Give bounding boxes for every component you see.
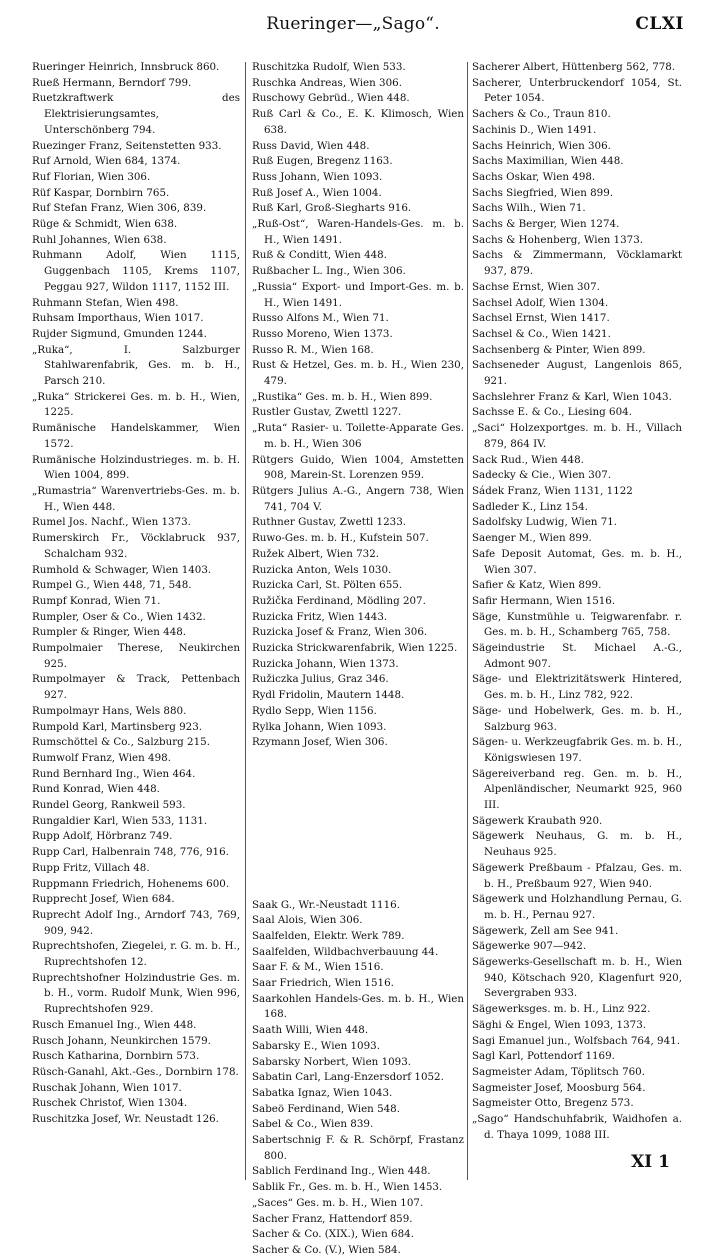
directory-entry: Sacher & Co. (XIX.), Wien 684. (252, 1228, 414, 1241)
directory-entry: Sägewerk und Holzhandlung Pernau, G. m. b. H., Pernau 927. (472, 893, 682, 921)
directory-entry: Rumpolmayr Hans, Wels 880. (32, 704, 187, 717)
directory-entry: Ruprecht Adolf Ing., Arndorf 743, 769, 909, 942. (32, 908, 240, 937)
directory-entry: Ruf Arnold, Wien 684, 1374. (32, 155, 181, 168)
directory-entry: Sachs & Berger, Wien 1274. (472, 218, 620, 231)
directory-entry: Sachse Ernst, Wien 307. (472, 280, 600, 293)
directory-entry: Ruhmann Stefan, Wien 498. (32, 296, 179, 309)
directory-entry: Rumwolf Franz, Wien 498. (32, 751, 171, 764)
directory-entry: Ruhl Johannes, Wien 638. (32, 233, 167, 246)
directory-entry: Rütgers Julius A.-G., Angern 738, Wien 741, 704 V. (252, 484, 464, 513)
directory-entry: Rüge & Schmidt, Wien 638. (32, 218, 178, 231)
directory-entry: Rust & Hetzel, Ges. m. b. H., Wien 230, 479. (252, 359, 464, 388)
directory-entry: Rusch Johann, Neunkirchen 1579. (32, 1034, 211, 1047)
directory-entry: Säge, Kunstmühle u. Teigwarenfabr. r. Ges. m. b. H., Schamberg 765, 758. (472, 610, 682, 639)
directory-entry: Sabertschnig F. & R. Schörpf, Frastanz 800. (252, 1134, 464, 1162)
directory-entry: Safier & Katz, Wien 899. (472, 579, 602, 592)
directory-entry: Sägewerks-Gesellschaft m. b. H., Wien 940, Kötschach 920, Klagenfurt 920, Severgraben 933. (472, 956, 682, 1000)
directory-entry: Rüsch-Ganahl, Akt.-Ges., Dornbirn 178. (32, 1066, 239, 1078)
directory-entry: Ruhmann Adolf, Wien 1115, Guggenbach 1105, Krems 1107, Peggau 927, Wildon 1117, 1152 III. (32, 249, 240, 293)
directory-entry: Sabarsky Norbert, Wien 1093. (252, 1055, 412, 1068)
directory-entry: Ruß & Conditt, Wien 448. (252, 249, 388, 262)
directory-entry: Ruzicka Strickwarenfabrik, Wien 1225. (252, 642, 458, 655)
directory-entry: Rund Konrad, Wien 448. (32, 783, 160, 796)
directory-entry: „Saces“ Ges. m. b. H., Wien 107. (252, 1196, 424, 1209)
directory-entry: Sacher & Co. (V.), Wien 584. (252, 1244, 401, 1256)
directory-entry: Sägewerksges. m. b. H., Linz 922. (472, 1003, 651, 1016)
column-rule-2 (467, 62, 468, 1180)
directory-entry: Russo R. M., Wien 168. (252, 343, 374, 356)
directory-entry: Ruschowy Gebrüd., Wien 448. (252, 92, 410, 105)
directory-entry: Rupp Adolf, Hörbranz 749. (32, 830, 173, 843)
directory-entry: Rydl Fridolin, Mautern 1448. (252, 689, 405, 702)
directory-entry: Rungaldier Karl, Wien 533, 1131. (32, 814, 208, 827)
directory-entry: Ruthner Gustav, Zwettl 1233. (252, 516, 407, 529)
directory-entry: Sägewerk, Zell am See 941. (472, 924, 619, 937)
directory-column-3 (472, 60, 682, 1180)
directory-entry: Saath Willi, Wien 448. (252, 1024, 369, 1037)
directory-entry: Sachers & Co., Traun 810. (472, 108, 611, 121)
directory-entry: Ruzicka Johann, Wien 1373. (252, 657, 399, 670)
directory-entry: Rylka Johann, Wien 1093. (252, 720, 387, 733)
directory-entry: Säge- und Hobelwerk, Ges. m. b. H., Salzburg 963. (472, 704, 682, 733)
directory-entry: Sachs Wilh., Wien 71. (472, 202, 586, 215)
directory-entry: „Ruß-Ost“, Waren-Handels-Ges. m. b. H., Wien 1491. (252, 218, 464, 246)
directory-entry: Sägewerk Preßbaum - Pfalzau, Ges. m. b. H., Preßbaum 927, Wien 940. (472, 861, 682, 890)
directory-entry: Rydlo Sepp, Wien 1156. (252, 704, 377, 717)
directory-entry: Ruschek Christof, Wien 1304. (32, 1097, 188, 1110)
directory-entry: Sádek Franz, Wien 1131, 1122 (472, 484, 633, 497)
directory-entry: Sagmeister Otto, Bregenz 573. (472, 1097, 634, 1110)
directory-entry: Rustler Gustav, Zwettl 1227. (252, 406, 402, 419)
directory-entry: „Russia“ Export- und Import-Ges. m. b. H., Wien 1491. (252, 280, 464, 309)
directory-entry: Rundel Georg, Rankweil 593. (32, 799, 186, 812)
directory-entry: Sachseneder August, Langenlois 865, 921. (472, 359, 682, 388)
directory-entry: Ruschitzka Rudolf, Wien 533. (252, 61, 406, 73)
directory-entry: Ruß Josef A., Wien 1004. (252, 186, 382, 199)
directory-entry: Rütgers Guido, Wien 1004, Amstetten 908, Marein-St. Lorenzen 959. (252, 453, 464, 482)
directory-entry: Ruß Eugen, Bregenz 1163. (252, 155, 393, 168)
directory-entry: Rupprecht Josef, Wien 684. (32, 893, 175, 906)
directory-entry: Russo Moreno, Wien 1373. (252, 327, 393, 340)
directory-entry: Rund Bernhard Ing., Wien 464. (32, 767, 196, 780)
directory-entry: Sachsel & Co., Wien 1421. (472, 327, 611, 340)
directory-entry: Saar F. & M., Wien 1516. (252, 961, 384, 974)
directory-entry: Sabatka Ignaz, Wien 1043. (252, 1086, 393, 1099)
directory-entry: Sachsel Adolf, Wien 1304. (472, 296, 609, 309)
directory-column-1 (32, 60, 240, 1180)
directory-entry: Sägewerke 907—942. (472, 940, 587, 953)
directory-entry: Sägereiverband reg. Gen. m. b. H., Alpenländischer, Neumarkt 925, 960 III. (472, 767, 682, 812)
directory-entry: Sabeö Ferdinand, Wien 548. (252, 1102, 400, 1115)
directory-entry: Sagi Emanuel jun., Wolfsbach 764, 941. (472, 1034, 680, 1047)
directory-entry: Ruf Florian, Wien 306. (32, 170, 151, 183)
directory-entry: Saalfelden, Elektr. Werk 789. (252, 929, 405, 942)
directory-entry: Ruf Stefan Franz, Wien 306, 839. (32, 202, 207, 215)
directory-entry: „Rustika“ Ges. m. b. H., Wien 899. (252, 390, 433, 403)
directory-entry: Rupp Fritz, Villach 48. (32, 861, 150, 874)
directory-entry: Ruezinger Franz, Seitenstetten 933. (32, 139, 222, 152)
directory-entry: Russ Johann, Wien 1093. (252, 170, 383, 183)
directory-entry: Sagmeister Adam, Töplitsch 760. (472, 1066, 645, 1078)
directory-entry: Säge- und Elektrizitätswerk Hintered, Ges. m. b. H., Linz 782, 922. (472, 673, 682, 702)
directory-entry: Russo Alfons M., Wien 71. (252, 312, 389, 325)
directory-entry: Sablik Fr., Ges. m. b. H., Wien 1453. (252, 1181, 443, 1194)
directory-entry: Ruprechtshofner Holzindustrie Ges. m. b. H., vorm. Rudolf Munk, Wien 996, Ruprechtshofen 929. (32, 971, 240, 1016)
directory-entry: Sabatin Carl, Lang-Enzersdorf 1052. (252, 1071, 444, 1084)
directory-entry: Rumpolmayer & Track, Pettenbach 927. (32, 673, 240, 702)
directory-entry: Sablich Ferdinand Ing., Wien 448. (252, 1165, 431, 1178)
directory-entry: „Ruta“ Rasier- u. Toilette-Apparate Ges. m. b. H., Wien 306 (252, 422, 464, 450)
directory-entry: Rumerskirch Fr., Vöcklabruck 937, Schalcham 932. (32, 532, 240, 560)
directory-entry: Ruppmann Friedrich, Hohenems 600. (32, 877, 230, 890)
directory-entry: Ruschka Andreas, Wien 306. (252, 76, 402, 89)
directory-entry: Sachs Maximilian, Wien 448. (472, 155, 624, 168)
directory-entry: Sacherer Albert, Hüttenberg 562, 778. (472, 61, 676, 73)
directory-entry: Sachs & Hohenberg, Wien 1373. (472, 233, 644, 246)
directory-entry: Sacher Franz, Hattendorf 859. (252, 1212, 413, 1225)
directory-entry: Saar Friedrich, Wien 1516. (252, 977, 394, 990)
directory-entry: Ružek Albert, Wien 732. (252, 547, 380, 560)
directory-entry: Russ David, Wien 448. (252, 139, 370, 152)
directory-entry: Sachsenberg & Pinter, Wien 899. (472, 343, 646, 356)
directory-entry: Rupp Carl, Halbenrain 748, 776, 916. (32, 846, 229, 859)
directory-entry: Safe Deposit Automat, Ges. m. b. H., Wien 307. (472, 547, 682, 576)
directory-entry: Rueringer Heinrich, Innsbruck 860. (32, 61, 220, 73)
directory-entry: „Rumastria“ Warenvertriebs-Ges. m. b. H., Wien 448. (32, 484, 240, 513)
directory-entry: Sachs & Zimmermann, Vöcklamarkt 937, 879. (472, 249, 682, 278)
directory-entry: Rumpold Karl, Martinsberg 923. (32, 720, 203, 733)
page-number: CLXI (635, 14, 684, 34)
directory-entry: Ružička Ferdinand, Mödling 207. (252, 594, 426, 607)
directory-entry: Sachsel Ernst, Wien 1417. (472, 312, 610, 325)
directory-entry: Rumschöttel & Co., Salzburg 215. (32, 736, 210, 749)
directory-entry: Ruzicka Fritz, Wien 1443. (252, 610, 388, 623)
directory-entry: Ruß Carl & Co., E. K. Klimosch, Wien 638. (252, 108, 464, 136)
directory-entry: Rumpolmaier Therese, Neukirchen 925. (32, 642, 240, 670)
directory-entry: Rumänische Handelskammer, Wien 1572. (32, 422, 240, 450)
directory-entry: Rueß Hermann, Berndorf 799. (32, 76, 192, 89)
directory-entry: „Ruka“, I. Salzburger Stahlwarenfabrik, Ges. m. b. H., Parsch 210. (32, 343, 240, 388)
directory-entry: Ruzicka Anton, Wels 1030. (252, 563, 392, 576)
directory-entry: Ruschitzka Josef, Wr. Neustadt 126. (32, 1113, 219, 1126)
directory-entry: Saal Alois, Wien 306. (252, 914, 363, 927)
directory-entry: Säghi & Engel, Wien 1093, 1373. (472, 1018, 647, 1031)
directory-column-2 (252, 60, 464, 1256)
directory-entry: Ruschak Johann, Wien 1017. (32, 1081, 182, 1094)
directory-entry: Ruprechtshofen, Ziegelei, r. G. m. b. H., Ruprechtshofen 12. (32, 940, 240, 969)
directory-entry: Ruwo-Ges. m. b. H., Kufstein 507. (252, 532, 429, 545)
directory-entry: Ruzicka Josef & Franz, Wien 306. (252, 626, 428, 639)
directory-entry: Ružiczka Julius, Graz 346. (252, 673, 389, 686)
directory-entry: „Sago“ Handschuhfabrik, Waidhofen a. d. Thaya 1099, 1088 III. (472, 1113, 682, 1141)
directory-entry: Sachslehrer Franz & Karl, Wien 1043. (472, 390, 672, 403)
directory-entry: Rumpler & Ringer, Wien 448. (32, 626, 187, 639)
signature-mark: XI 1 (631, 1152, 670, 1172)
directory-entry: Sabel & Co., Wien 839. (252, 1118, 374, 1131)
directory-entry: Sadecky & Cie., Wien 307. (472, 469, 612, 482)
directory-entry: Sachinis D., Wien 1491. (472, 123, 597, 136)
directory-entry: Rusch Emanuel Ing., Wien 448. (32, 1018, 197, 1031)
directory-entry: Rumhold & Schwager, Wien 1403. (32, 563, 212, 576)
directory-entry: Ruetzkraftwerk des Elektrisierungsamtes, Unterschönberg 794. (32, 92, 240, 136)
directory-entry: Rumpler, Oser & Co., Wien 1432. (32, 610, 206, 623)
directory-entry: Sägen- u. Werkzeugfabrik Ges. m. b. H., Königswiesen 197. (472, 736, 682, 764)
directory-entry: Sachs Oskar, Wien 498. (472, 170, 596, 183)
directory-entry: Saak G., Wr.-Neustadt 1116. (252, 898, 400, 911)
directory-entry: Sabarsky E., Wien 1093. (252, 1039, 380, 1052)
directory-entry: Sägewerk Neuhaus, G. m. b. H., Neuhaus 925. (472, 830, 682, 859)
directory-entry: Rumpf Konrad, Wien 71. (32, 594, 161, 607)
column-rule-1 (245, 62, 246, 1180)
directory-entry: Rumel Jos. Nachf., Wien 1373. (32, 516, 191, 529)
section-gap (252, 761, 464, 887)
directory-entry: Rusch Katharina, Dornbirn 573. (32, 1050, 200, 1063)
directory-entry: Sägewerk Kraubath 920. (472, 814, 603, 827)
directory-entry: Rumänische Holzindustrieges. m. b. H. Wien 1004, 899. (32, 453, 240, 482)
directory-entry: Sachs Heinrich, Wien 306. (472, 139, 611, 152)
directory-entry: Sacherer, Unterbruckendorf 1054, St. Peter 1054. (472, 76, 682, 105)
directory-entry: Ruß Karl, Groß-Siegharts 916. (252, 202, 412, 215)
directory-entry: Sachsse E. & Co., Liesing 604. (472, 406, 632, 419)
directory-entry: Sagmeister Josef, Moosburg 564. (472, 1081, 646, 1094)
directory-entry: Saarkohlen Handels-Ges. m. b. H., Wien 168. (252, 992, 464, 1021)
directory-entry: Rujder Sigmund, Gmunden 1244. (32, 327, 207, 340)
directory-entry: Safir Hermann, Wien 1516. (472, 594, 616, 607)
running-header-title: Rueringer—„Sago“. (266, 14, 440, 34)
directory-entry: Sadolfsky Ludwig, Wien 71. (472, 516, 618, 529)
directory-entry: Sachs Siegfried, Wien 899. (472, 186, 614, 199)
directory-entry: Saenger M., Wien 899. (472, 532, 592, 545)
directory-entry: Saalfelden, Wildbachverbauung 44. (252, 945, 439, 958)
directory-entry: Sack Rud., Wien 448. (472, 453, 584, 466)
directory-entry: Ruhsam Importhaus, Wien 1017. (32, 312, 204, 325)
directory-entry: Sadleder K., Linz 154. (472, 500, 588, 513)
directory-entry: Rumpel G., Wien 448, 71, 548. (32, 579, 192, 592)
directory-entry: Ruzicka Carl, St. Pölten 655. (252, 579, 403, 592)
directory-entry: Rußbacher L. Ing., Wien 306. (252, 265, 406, 278)
directory-entry: Sägeindustrie St. Michael A.-G., Admont 907. (472, 642, 682, 670)
directory-entry: Rzymann Josef, Wien 306. (252, 736, 388, 749)
directory-entry: Sagl Karl, Pottendorf 1169. (472, 1050, 615, 1063)
directory-entry: „Saci“ Holzexportges. m. b. H., Villach 879, 864 IV. (472, 422, 682, 450)
directory-entry: Rüf Kaspar, Dornbirn 765. (32, 186, 170, 199)
directory-entry: „Ruka“ Strickerei Ges. m. b. H., Wien, 1225. (32, 390, 240, 419)
